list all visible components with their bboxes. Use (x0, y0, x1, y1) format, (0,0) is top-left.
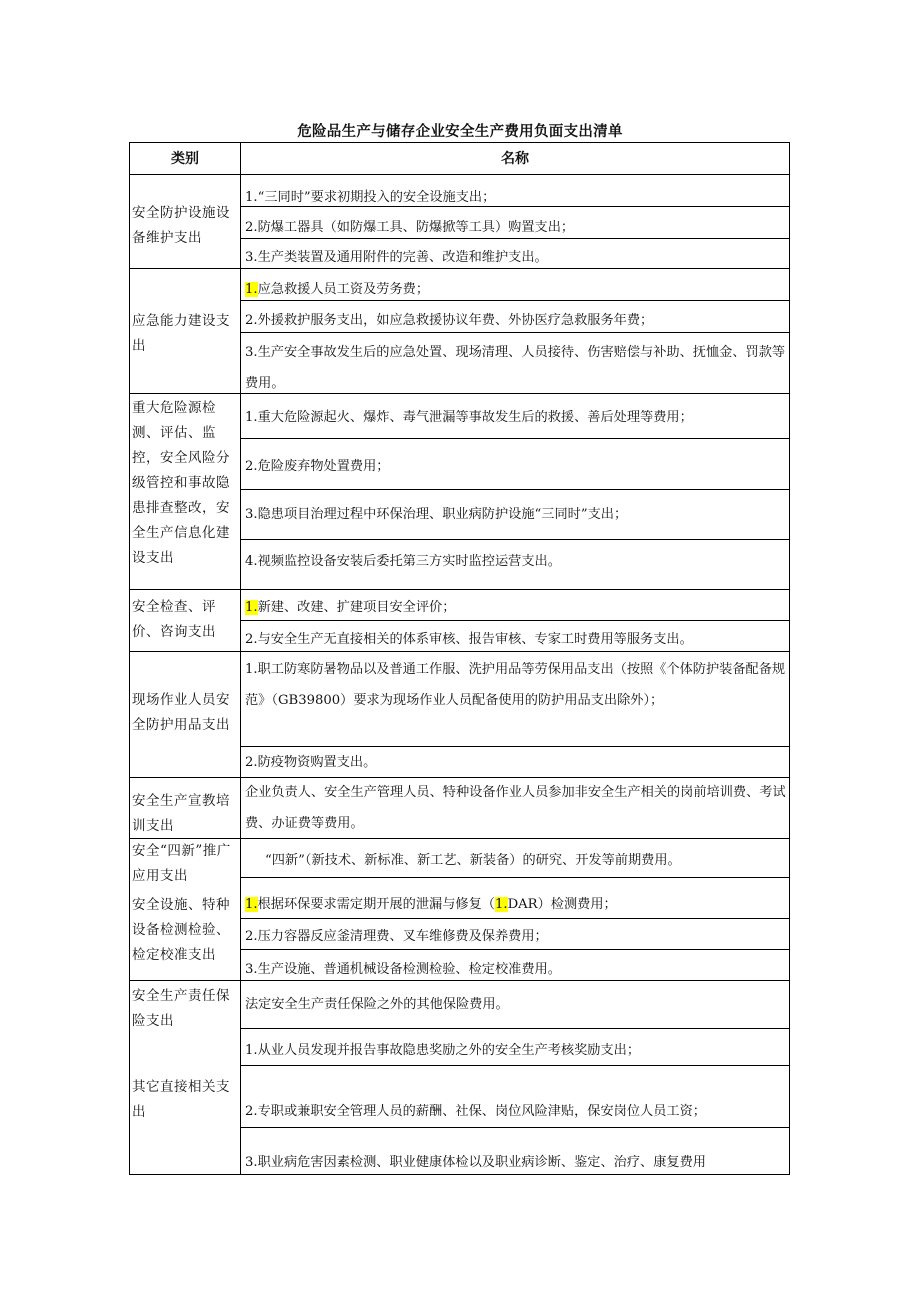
item-text: 新建、改建、扩建项目安全评价； (257, 600, 456, 615)
category-cell: 安全防护设施设备维护支出 (132, 205, 230, 246)
item-divider (241, 438, 789, 439)
row-divider (130, 589, 789, 590)
item-divider (241, 949, 789, 950)
row-divider (130, 980, 789, 981)
category-cell: 安全设施、特种设备检测检验、检定校准支出 (132, 897, 230, 963)
expense-table (129, 142, 790, 1175)
item-text: 应急救援人员工资及劳务费； (257, 282, 430, 297)
item-divider (241, 877, 789, 878)
item-divider (241, 489, 789, 490)
row-divider (130, 174, 789, 175)
row-divider (130, 393, 789, 394)
category-cell: 现场作业人员安全防护用品支出 (132, 692, 230, 733)
list-item: 1.重大危险源起火、爆炸、毒气泄漏等事故发生后的救援、善后处理等费用； (245, 410, 693, 425)
list-item: 1.从业人员发现并报告事故隐患奖励之外的安全生产考核奖励支出； (245, 1043, 641, 1058)
list-item: 1.职工防寒防暑物品以及普通工作服、洗护用品等劳保用品支出（按照《个体防护装备配备规范》（GB39800）要求为现场作业人员配备使用的防护用品支出除外）； (245, 662, 786, 708)
header-category: 类别 (171, 151, 199, 167)
list-item: 1.“三同时”要求初期投入的安全设施支出； (245, 190, 496, 205)
list-item: 2.压力容器反应釜清理费、叉车维修费及保养费用； (245, 929, 548, 944)
item-divider (241, 1065, 789, 1066)
category-cell: 安全生产宣教培训支出 (132, 793, 230, 834)
item-divider (241, 332, 789, 333)
list-item: 法定安全生产责任保险之外的其他保险费用。 (245, 997, 509, 1012)
list-item: 企业负责人、安全生产管理人员、特种设备作业人员参加非安全生产相关的岗前培训费、考试费、办证费等费用。 (245, 785, 786, 831)
list-item: 2.防疫物资购置支出。 (245, 755, 377, 770)
item-divider (241, 238, 789, 239)
category-cell: 安全“四新”推广应用支出 (132, 843, 231, 884)
list-item (245, 891, 787, 919)
list-item: “四新”（新技术、新标准、新工艺、新装备）的研究、开发等前期费用。 (265, 853, 681, 868)
column-divider (240, 143, 241, 1174)
category-cell: 安全生产责任保险支出 (132, 988, 230, 1029)
item-text: 根据环保要求需定期开展的泄漏与修复（ (257, 897, 495, 912)
list-item: 3.职业病危害因素检测、职业健康体检以及职业病诊断、鉴定、治疗、康复费用 (245, 1155, 706, 1170)
item-divider (241, 206, 789, 207)
item-divider (241, 300, 789, 301)
list-item: 2.与安全生产无直接相关的体系审核、报告审核、专家工时费用等服务支出。 (245, 632, 693, 647)
list-item (245, 594, 787, 622)
row-divider (130, 651, 789, 652)
item-divider (241, 539, 789, 540)
highlight-mark: 1. (245, 600, 258, 615)
list-item: 3.生产类装置及通用附件的完善、改造和维护支出。 (245, 250, 548, 265)
list-item: 2.外援救护服务支出，如应急救援协议年费、外协医疗急救服务年费； (245, 313, 654, 328)
list-item: 2.危险废弃物处置费用； (245, 459, 390, 474)
highlight-mark: 1. (245, 897, 258, 912)
item-divider (241, 746, 789, 747)
page-title: 危险品生产与储存企业安全生产费用负面支出清单 (297, 124, 623, 140)
item-divider (241, 1028, 789, 1029)
category-cell: 其它直接相关支出 (132, 1079, 230, 1120)
list-item: 4.视频监控设备安装后委托第三方实时监控运营支出。 (245, 554, 561, 569)
highlight-mark: 1. (245, 282, 258, 297)
list-item: 3.生产设施、普通机械设备检测检验、检定校准费用。 (245, 962, 561, 977)
list-item: 3.隐患项目治理过程中环保治理、职业病防护设施“三同时”支出； (245, 507, 628, 522)
category-cell: 应急能力建设支出 (132, 313, 230, 354)
item-text: DAR）检测费用； (507, 897, 617, 912)
header-name: 名称 (501, 151, 529, 167)
list-item: 3.生产安全事故发生后的应急处置、现场清理、人员接待、伤害赔偿与补助、抚恤金、罚款等费用。 (245, 345, 786, 391)
item-divider (241, 1127, 789, 1128)
row-divider (130, 268, 789, 269)
item-divider (241, 918, 789, 919)
list-item: 2.防爆工器具（如防爆工具、防爆掀等工具）购置支出； (245, 220, 575, 235)
item-divider (241, 620, 789, 621)
category-cell: 安全检查、评价、咨询支出 (132, 599, 216, 640)
category-cell: 重大危险源检测、评估、监控，安全风险分级管控和事故隐患排查整改，安全生产信息化建设支出 (132, 400, 230, 566)
highlight-mark: 1. (494, 897, 508, 912)
list-item: 2.专职或兼职安全管理人员的薪酬、社保、岗位风险津贴，保安岗位人员工资； (245, 1104, 706, 1119)
